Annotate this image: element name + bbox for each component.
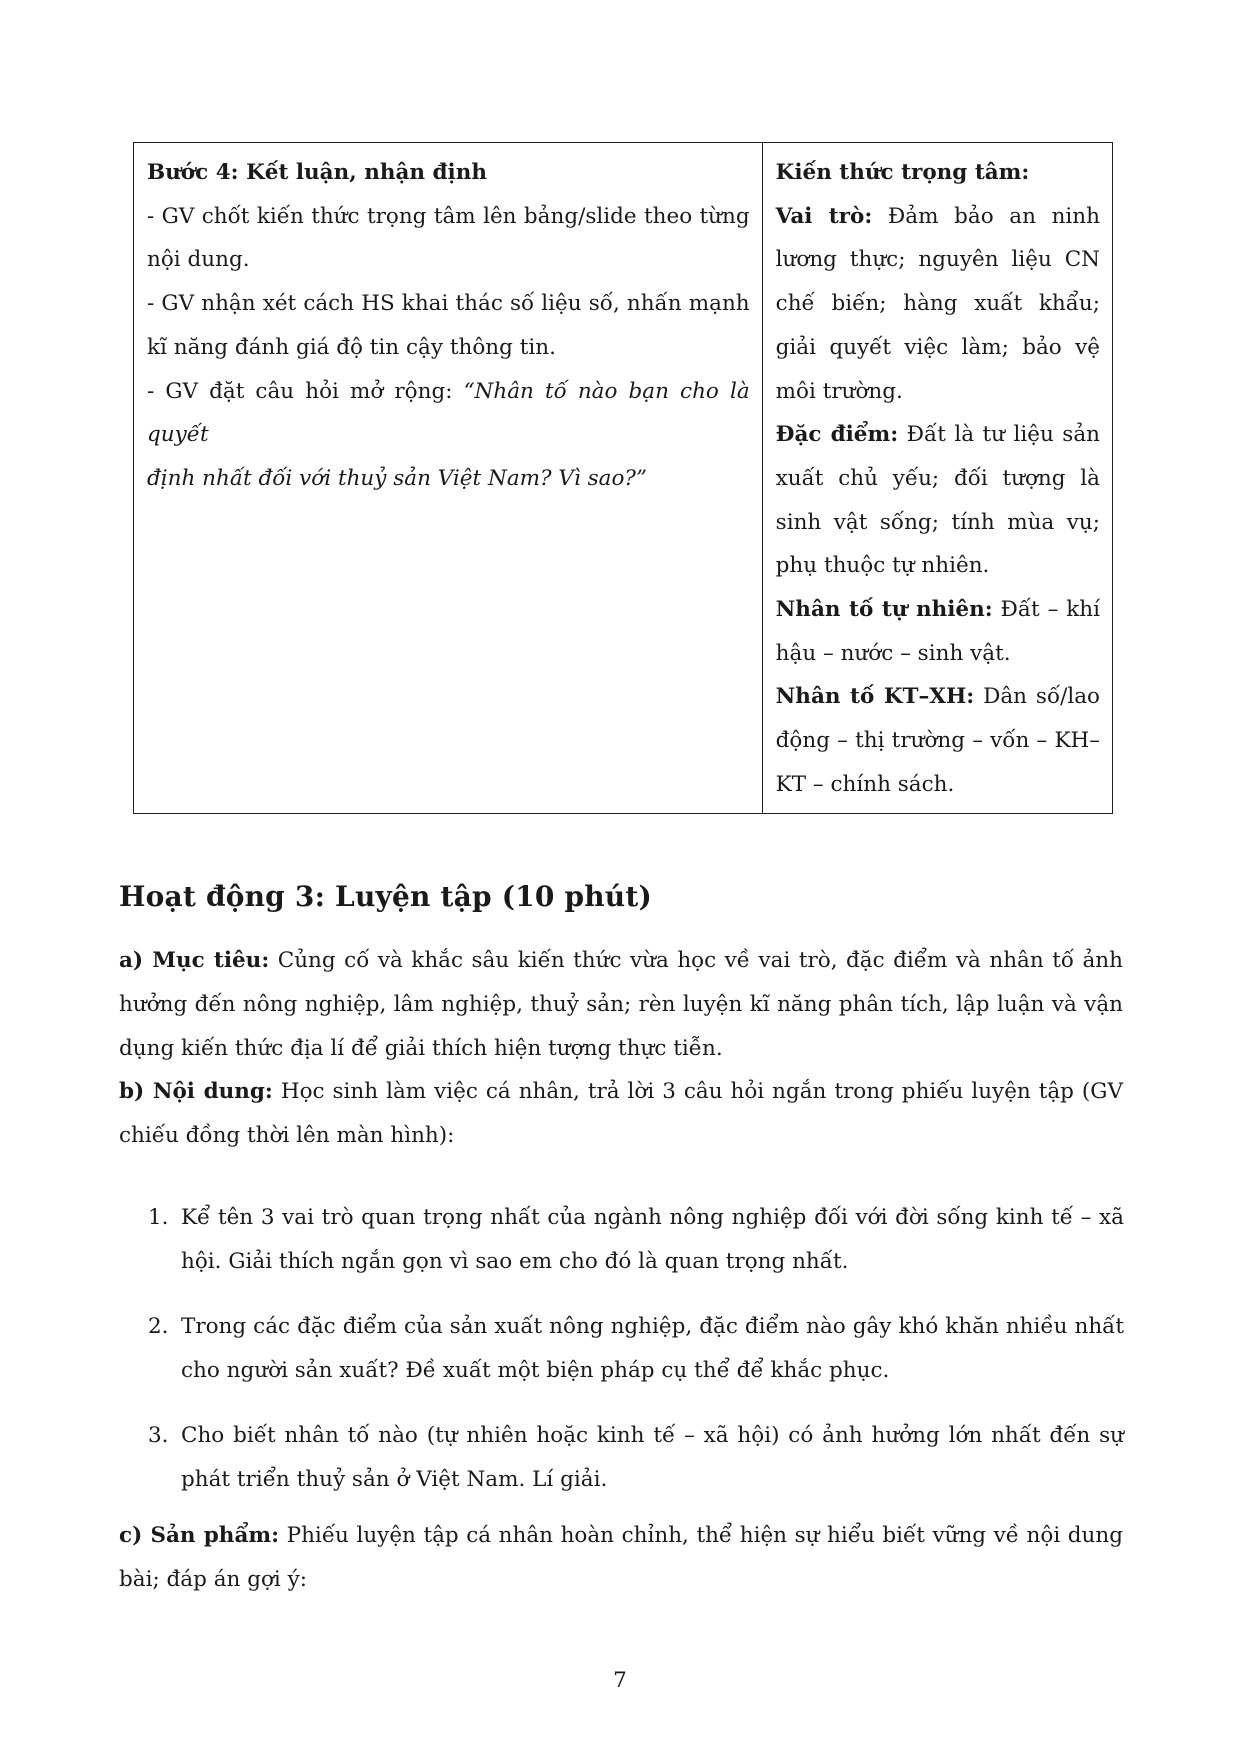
activity-title: Hoạt động 3: Luyện tập (10 phút)	[119, 880, 652, 913]
list-item	[148, 1414, 1124, 1502]
objective-paragraph	[119, 939, 1123, 1071]
question-number: 1.	[148, 1205, 169, 1230]
step-line: - GV nhận xét cách HS khai thác số liệu số, nhấn mạnh	[147, 291, 750, 317]
knowledge-text: Đảm bảo an ninh lương thực; nguyên liệu CN chế biến; hàng xuất khẩu; giải quyết việc làm; bảo vệ môi trường.	[775, 203, 1100, 404]
objective-label: a) Mục tiêu:	[119, 948, 270, 973]
knowledge-label: Nhân tố tự nhiên:	[775, 597, 993, 623]
knowledge-label: Nhân tố KT–XH:	[775, 684, 975, 710]
question-text: “Nhân tố nào bạn cho là quyết	[147, 378, 750, 448]
knowledge-text: Đất là tư liệu sản xuất chủ yếu; đối tượng là sinh vật sống; tính mùa vụ; phụ thuộc tự nhiên.	[775, 422, 1100, 579]
knowledge-item	[776, 675, 1100, 806]
step-line: - GV chốt kiến thức trọng tâm lên bảng/slide theo từng	[147, 203, 750, 229]
knowledge-text: Dân số/lao động – thị trường – vốn – KH–KT – chính sách.	[775, 684, 1100, 797]
content-paragraph	[119, 1070, 1123, 1158]
objective-text: Củng cố và khắc sâu kiến thức vừa học về vai trò, đặc điểm và nhân tố ảnh hưởng đến nông nghiệp, lâm nghiệp, thuỷ sản; rèn luyện kĩ năng phân tích, lập luận và vận dụng kiến thức địa lí để giải thích hiện tượng thực tiễn.	[119, 948, 1123, 1061]
knowledge-label: Đặc điểm:	[775, 422, 899, 448]
knowledge-label: Vai trò:	[775, 203, 873, 229]
question-body: Trong các đặc điểm của sản xuất nông nghiệp, đặc điểm nào gây khó khăn nhiều nhất cho người sản xuất? Đề xuất một biện pháp cụ thể để khắc phục.	[181, 1314, 1124, 1383]
list-item	[148, 1196, 1124, 1284]
step-line: nội dung.	[147, 247, 250, 273]
question-body: Cho biết nhân tố nào (tự nhiên hoặc kinh tế – xã hội) có ảnh hưởng lớn nhất đến sự phát triển thuỷ sản ở Việt Nam. Lí giải.	[181, 1423, 1124, 1492]
question-text-cont: định nhất đối với thuỷ sản Việt Nam? Vì sao?”	[147, 465, 647, 491]
key-knowledge-heading: Kiến thức trọng tâm:	[775, 160, 1030, 185]
knowledge-text: Đất – khí hậu – nước – sinh vật.	[775, 597, 1100, 666]
question-line	[147, 370, 750, 457]
question-number: 2.	[148, 1314, 169, 1339]
lesson-table	[133, 142, 1113, 814]
table-row	[134, 143, 1113, 814]
question-body: Kể tên 3 vai trò quan trọng nhất của ngành nông nghiệp đối với đời sống kinh tế – xã hội. Giải thích ngắn gọn vì sao em cho đó là quan trọng nhất.	[181, 1205, 1124, 1274]
question-list	[148, 1196, 1124, 1523]
content-label: b) Nội dung:	[119, 1079, 273, 1104]
step-line: kĩ năng đánh giá độ tin cậy thông tin.	[147, 334, 556, 360]
product-text: Phiếu luyện tập cá nhân hoàn chỉnh, thể hiện sự hiểu biết vững về nội dung bài; đáp án gợi ý:	[119, 1523, 1123, 1592]
question-prefix: - GV đặt câu hỏi mở rộng:	[147, 378, 464, 404]
product-label: c) Sản phẩm:	[119, 1523, 280, 1548]
content-text: Học sinh làm việc cá nhân, trả lời 3 câu hỏi ngắn trong phiếu luyện tập (GV chiếu đồng thời lên màn hình):	[119, 1079, 1123, 1148]
knowledge-item	[776, 413, 1100, 588]
list-item	[148, 1305, 1124, 1393]
page-number: 7	[613, 1668, 627, 1693]
question-number: 3.	[148, 1423, 169, 1448]
product-paragraph	[119, 1514, 1123, 1602]
step-heading: Bước 4: Kết luận, nhận định	[147, 160, 487, 185]
knowledge-item	[776, 588, 1100, 675]
teacher-steps-cell	[134, 143, 763, 814]
knowledge-item	[776, 195, 1100, 414]
key-knowledge-cell	[762, 143, 1112, 814]
